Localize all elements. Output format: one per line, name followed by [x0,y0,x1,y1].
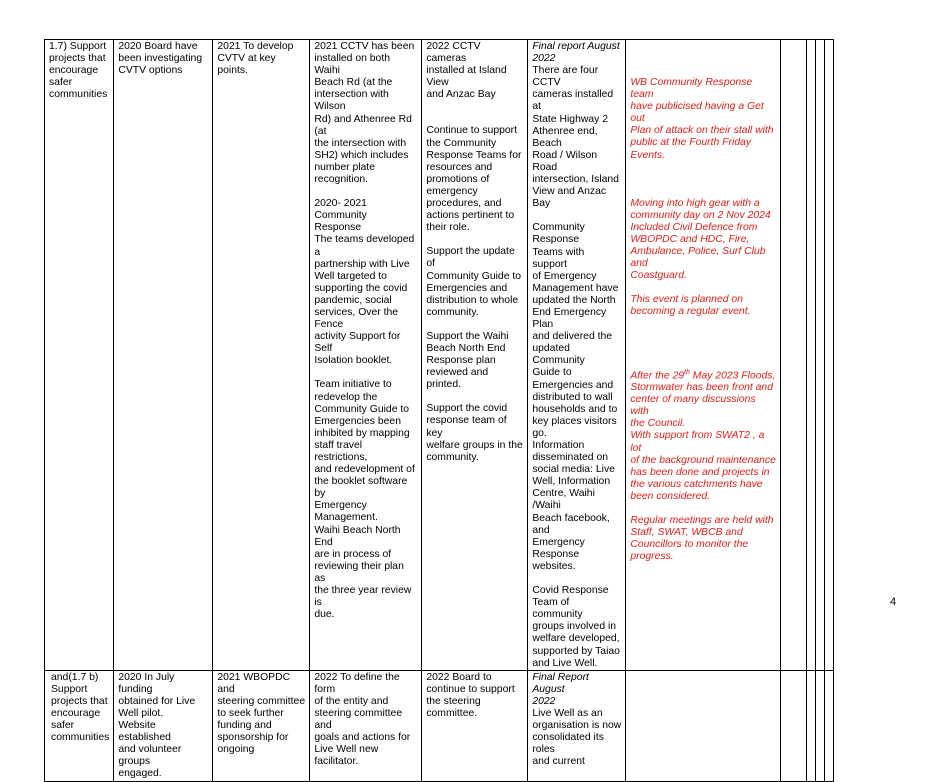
table-row [45,40,834,671]
progress-report-table [44,39,834,782]
empty-cell [781,670,807,781]
final-report-cell: Final report August 2022 There are four CCTV cameras installed at State Highway 2 Athenree end, Beach Road / Wilson Road intersection, Island View and Anzac Bay Community Response Teams with support of Emergency Management have updated the North End Emergency Plan and delivered the updated Community Guide to Emergencies and distributed to wall households and to key places visitors go. Information disseminated on social media: Live Well, Information Centre, Waihi /Waihi Beach facebook, and Emergency Response websites. Covid Response Team of community groups involved in welfare developed, supported by Taiao and Live Well. [528,40,626,671]
status-2020-cell: 2020 Board have been investigating CVTV options [114,40,213,671]
progress-2021-cell: 2021 CCTV has been installed on both Waihi Beach Rd (at the intersection with Wilson Rd) and Athenree Rd (at the intersection with SH2) which includes number plate recognition. 2020- 2021 Community Response The teams developed a partnership with Live Well targeted to supporting the covid pandemic, social services, Over the Fence activity Support for Self Isolation booklet. Team initiative to redevelop the Community Guide to Emergencies been inhibited by mapping staff travel restrictions, and redevelopment of the booklet software by Emergency Management. Waihi Beach North End are in process of reviewing their plan as the three year review is due. [310,40,422,671]
final-report-heading: Final report August [532,41,620,52]
status-2021-cell: 2021 To develop CVTV at key points. [213,40,310,671]
update-notes-cell: WB Community Response team have publicised having a Get out Plan of attack on their stall with public at the Fourth Friday Events. Moving into high gear with a community day on 2 Nov 2024 Included Civil Defence from WBOPDC and HDC, Fire, Ambulance, Police, Surf Club and Coastguard. This event is planned on becoming a regular event. After the 29th May 2023 Floods, Stormwater has been front and center of many discussions with the Council. With support from SWAT2 , a lot of the background maintenance has been done and projects in the various catchments have been considered. Regular meetings are held with Staff, SWAT, WBCB and Councillors to monitor the progress. [626,40,781,671]
final-report-heading: Final Report August [532,671,589,695]
final-report-cell: Final Report August 2022 Live Well as an organisation is now consolidated its roles and current [528,670,626,781]
status-2021-cell: 2021 WBOPDC and steering committee to seek further funding and sponsorship for ongoing [213,670,310,781]
page-number: 4 [890,596,897,608]
plan-2022-cell: 2022 Board to continue to support the steering committee. [422,670,528,781]
objective-cell: 1.7) Support projects that encourage safer communities [45,40,114,671]
empty-cell [816,670,825,781]
empty-cell [807,40,816,671]
progress-2022-cell: 2022 To define the form of the entity and steering committee and goals and actions for Live Well new facilitator. [310,670,422,781]
plan-2022-cell: 2022 CCTV cameras installed at Island View and Anzac Bay Continue to support the Community Response Teams for resources and promotions of emergency procedures, and actions pertinent to their role. Support the update of Community Guide to Emergencies and distribution to whole community. Support the Waihi Beach North End Response plan reviewed and printed. Support the covid response team of key welfare groups in the community. [422,40,528,671]
status-2020-cell: 2020 In July funding obtained for Live Well pilot. Website established and volunteer groups engaged. [114,670,213,781]
update-notes-cell [626,670,781,781]
empty-cell [825,670,834,781]
empty-cell [825,40,834,671]
empty-cell [816,40,825,671]
objective-cell: and(1.7 b) Support projects that encourage safer communities [45,670,114,781]
empty-cell [781,40,807,671]
empty-cell [807,670,816,781]
table-row [45,670,834,781]
